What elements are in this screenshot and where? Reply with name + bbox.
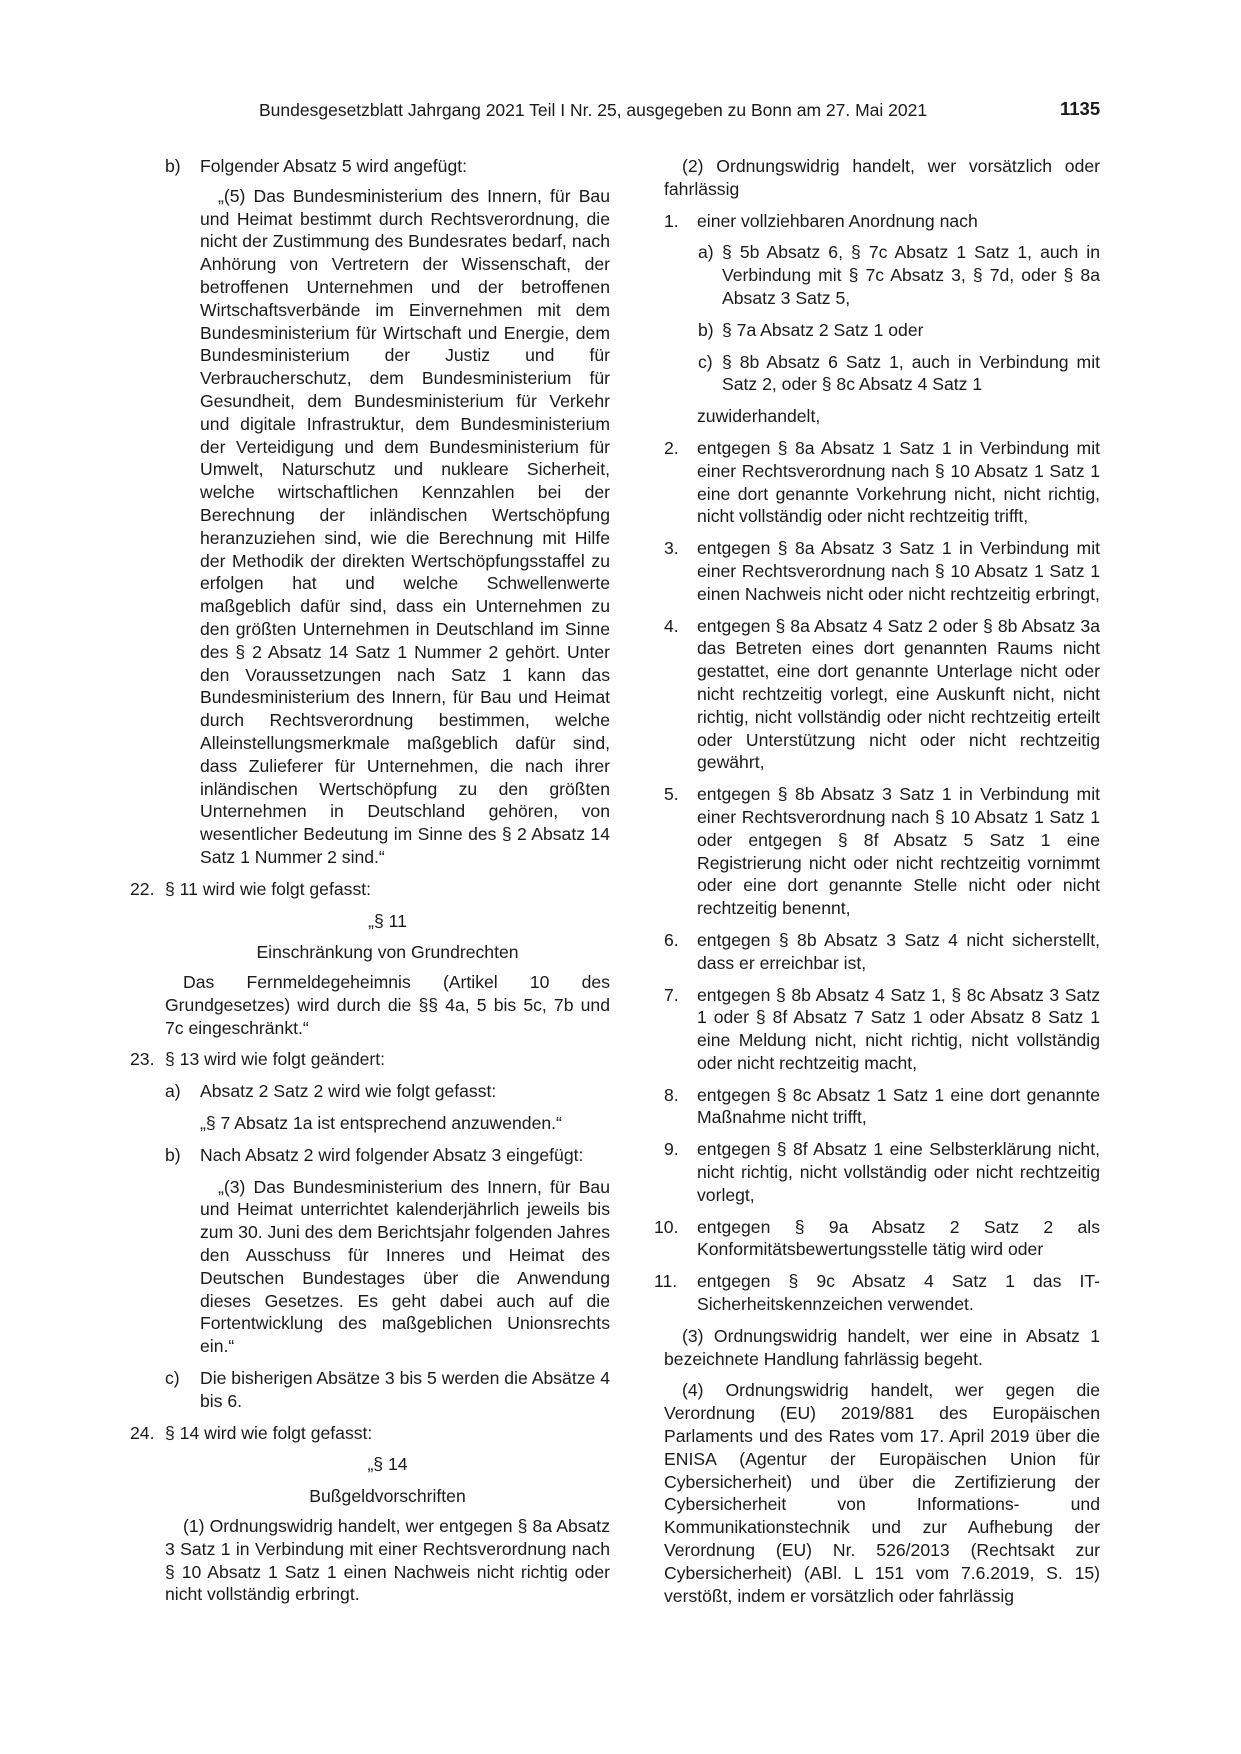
list-text: entgegen § 9c Absatz 4 Satz 1 das IT-Sicherheitskennzeichen verwendet. <box>697 1271 1100 1315</box>
paragraph-2: (2) Ordnungswidrig handelt, wer vorsätzlich oder fahrlässig <box>664 156 1100 199</box>
running-header: Bundesgesetzblatt Jahrgang 2021 Teil I Nr. 25, ausgegeben zu Bonn am 27. Mai 2021 <box>259 100 928 120</box>
list-item-8 <box>664 1084 1100 1130</box>
list-item-23a <box>165 1080 610 1103</box>
right-column <box>654 155 1100 1607</box>
section-14-paragraph-1: (1) Ordnungswidrig handelt, wer entgegen § 8a Absatz 3 Satz 1 in Verbindung mit einer Rechtsverordnung nach § 10 Absatz 1 Satz 1 einen Nachweis nicht richtig oder nicht vollständig erbringt. <box>165 1516 610 1605</box>
list-label: 8. <box>664 1084 679 1105</box>
zuwiderhandelt-line: zuwiderhandelt, <box>697 406 821 427</box>
list-item-7 <box>664 984 1100 1075</box>
list-label: 1. <box>664 210 679 231</box>
list-item-1b <box>664 319 1100 342</box>
list-text: § 13 wird wie folgt geändert: <box>165 1049 386 1070</box>
list-text: einer vollziehbaren Anordnung nach <box>697 210 978 231</box>
list-item-3 <box>664 537 1100 605</box>
list-text: entgegen § 9a Absatz 2 Satz 2 als Konformitätsbewertungsstelle tätig wird oder <box>697 1216 1100 1260</box>
list-text: entgegen § 8a Absatz 3 Satz 1 in Verbindung mit einer Rechtsverordnung nach § 10 Absatz 1 Satz 1 einen Nachweis nicht oder nicht rechtzeitig erbringt, <box>697 538 1100 604</box>
list-text: § 5b Absatz 6, § 7c Absatz 1 Satz 1, auch in Verbindung mit § 7c Absatz 3, § 7d, oder § 8a Absatz 3 Satz 5, <box>722 242 1100 308</box>
list-text: entgegen § 8b Absatz 3 Satz 1 in Verbindung mit einer Rechtsverordnung nach § 10 Absatz 1 Satz 1 oder entgegen § 8f Absatz 5 Satz 1 eine Registrierung nicht oder nicht rechtzeitig vornimmt oder eine dort genannte Stelle nicht oder nicht rechtzeitig benennt, <box>697 784 1100 919</box>
list-item-1a <box>664 241 1100 309</box>
page-number: 1135 <box>1060 98 1101 119</box>
list-item-6 <box>664 929 1100 975</box>
list-text: Nach Absatz 2 wird folgender Absatz 3 eingefügt: <box>200 1144 584 1165</box>
list-label: 9. <box>664 1139 679 1160</box>
section-14-title: Bußgeldvorschriften <box>309 1486 466 1507</box>
section-14-heading: „§ 14 <box>367 1454 408 1475</box>
absatz-2-quote: „§ 7 Absatz 1a ist entsprechend anzuwenden.“ <box>200 1113 562 1134</box>
section-11-title: Einschränkung von Grundrechten <box>256 942 519 963</box>
list-text: entgegen § 8b Absatz 4 Satz 1, § 8c Absatz 3 Satz 1 oder § 8f Absatz 7 Satz 1 oder Absatz 8 Satz 1 eine Meldung nicht, nicht richtig, nicht vollständig oder nicht rechtzeitig macht, <box>697 984 1100 1073</box>
list-item-23c <box>165 1367 610 1413</box>
list-text: Die bisherigen Absätze 3 bis 5 werden die Absätze 4 bis 6. <box>200 1368 610 1411</box>
section-11-text: Das Fernmeldegeheimnis (Artikel 10 des Grundgesetzes) wird durch die §§ 4a, 5 bis 5c, 7b und 7c eingeschränkt.“ <box>165 972 610 1038</box>
list-label: 6. <box>664 929 679 950</box>
list-label: 22. <box>130 878 155 899</box>
list-item-24 <box>130 1422 610 1445</box>
left-column <box>130 155 610 1606</box>
list-label: 7. <box>664 984 679 1005</box>
list-label: b) <box>165 1144 181 1165</box>
list-item-b <box>165 155 610 178</box>
list-text: entgegen § 8f Absatz 1 eine Selbsterklärung nicht, nicht richtig, nicht vollständig oder nicht rechtzeitig vorlegt, <box>697 1139 1100 1205</box>
list-item-4 <box>664 615 1100 775</box>
list-label: 2. <box>664 437 679 458</box>
list-text: entgegen § 8a Absatz 4 Satz 2 oder § 8b Absatz 3a das Betreten eines dort genannten Raums nicht gestattet, eine dort genannte Unterlage nicht oder nicht rechtzeitig vorlegt, eine Auskunft nicht, nicht richtig, nicht vollständig oder nicht rechtzeitig erteilt oder Unterstützung nicht oder nicht rechtzeitig gewährt, <box>697 615 1100 773</box>
list-label: 11. <box>654 1271 678 1292</box>
list-label: c) <box>698 351 713 372</box>
list-text: § 11 wird wie folgt gefasst: <box>165 878 372 899</box>
absatz-3-quote: „(3) Das Bundesministerium des Innern, für Bau und Heimat unterrichtet kalenderjährlich jeweils bis zum 30. Juni des dem Berichtsjahr folgenden Jahres den Ausschuss für Inneres und Heimat des Deutschen Bundestages über die Anwendung dieses Gesetzes. Es geht dabei auch auf die Fortentwicklung des maßgeblichen Unionsrechts ein.“ <box>200 1176 610 1357</box>
list-text: entgegen § 8c Absatz 1 Satz 1 eine dort genannte Maßnahme nicht trifft, <box>697 1084 1100 1128</box>
list-item-10 <box>654 1216 1100 1262</box>
list-item-1 <box>664 210 1100 233</box>
list-item-1c <box>664 351 1100 397</box>
list-item-23b <box>165 1144 610 1167</box>
list-label: 24. <box>130 1422 155 1443</box>
absatz-5-quote: „(5) Das Bundesministerium des Innern, für Bau und Heimat bestimmt durch Rechtsverordnung, die nicht der Zustimmung des Bundesrates bedarf, nach Anhörung von Vertretern der Wissenschaft, der betroffenen Unternehmen und der betroffenen Wirtschaftsverbände im Einvernehmen mit dem Bundesministerium für Wirtschaft und Energie, dem Bundesministerium der Justiz und für Verbraucherschutz, dem Bundesministerium für Gesundheit, dem Bundesministerium für Verkehr und digitale Infrastruktur, dem Bundesministerium der Verteidigung und dem Bundesministerium für Umwelt, Naturschutz und nukleare Sicherheit, welche wirtschaftlichen Kennzahlen bei der Berechnung der inländischen Wertschöpfung heranzuziehen sind, wie die Berechnung mit Hilfe der Methodik der direkten Wertschöpfungsstaffel zu erfolgen hat und welche Schwellenwerte maßgeblich dafür sind, dass ein Unternehmen zu den größten Unternehmen in Deutschland im Sinne des § 2 Absatz 14 Satz 1 Nummer 2 gehört. Unter den Voraussetzungen nach Satz 1 kann das Bundesministerium des Innern, für Bau und Heimat durch Rechtsverordnung bestimmen, welche Alleinstellungsmerkmale maßgeblich dafür sind, dass Zulieferer für Unternehmen, die nach ihrer inländischen Wertschöpfung zu den größten Unternehmen in Deutschland gehören, von wesentlicher Bedeutung im Sinne des § 2 Absatz 14 Satz 1 Nummer 2 sind.“ <box>200 185 610 867</box>
list-item-5 <box>664 783 1100 920</box>
list-label: 23. <box>130 1049 155 1070</box>
list-label: 5. <box>664 784 679 805</box>
list-text: Absatz 2 Satz 2 wird wie folgt gefasst: <box>200 1081 497 1102</box>
paragraph-3: (3) Ordnungswidrig handelt, wer eine in Absatz 1 bezeichnete Handlung fahrlässig begeht. <box>664 1325 1100 1369</box>
list-text: § 8b Absatz 6 Satz 1, auch in Verbindung mit Satz 2, oder § 8c Absatz 4 Satz 1 <box>722 351 1100 395</box>
paragraph-4: (4) Ordnungswidrig handelt, wer gegen die Verordnung (EU) 2019/881 des Europäischen Parlaments und des Rates vom 17. April 2019 über die ENISA (Agentur der Europäischen Union für Cybersicherheit) und über die Zertifizierung der Cybersicherheit von Informations- und Kommunikationstechnik und zur Aufhebung der Verordnung (EU) Nr. 526/2013 (Rechtsakt zur Cybersicherheit) (ABl. L 151 vom 7.6.2019, S. 15) verstößt, indem er vorsätzlich oder fahrlässig <box>664 1380 1100 1606</box>
list-label: 4. <box>664 615 679 636</box>
list-label: b) <box>698 319 714 340</box>
list-label: a) <box>165 1081 181 1102</box>
list-text: entgegen § 8a Absatz 1 Satz 1 in Verbindung mit einer Rechtsverordnung nach § 10 Absatz 1 Satz 1 eine dort genannte Vorkehrung nicht, nicht richtig, nicht vollständig oder nicht rechtzeitig trifft, <box>697 437 1100 527</box>
list-text: entgegen § 8b Absatz 3 Satz 4 nicht sicherstellt, dass er erreichbar ist, <box>697 929 1100 973</box>
list-text: § 7a Absatz 2 Satz 1 oder <box>722 319 924 340</box>
list-item-11 <box>654 1270 1100 1316</box>
list-item-22 <box>130 878 610 901</box>
list-label: c) <box>165 1368 180 1389</box>
list-item-2 <box>664 437 1100 528</box>
list-item-23 <box>130 1048 610 1071</box>
list-label: 10. <box>654 1216 679 1237</box>
list-label: a) <box>698 242 714 263</box>
list-label: 3. <box>664 538 679 559</box>
section-11-heading: „§ 11 <box>368 910 407 931</box>
list-label: b) <box>165 156 181 176</box>
list-item-9 <box>664 1138 1100 1206</box>
list-text: Folgender Absatz 5 wird angefügt: <box>200 156 468 176</box>
list-text: § 14 wird wie folgt gefasst: <box>165 1422 373 1443</box>
